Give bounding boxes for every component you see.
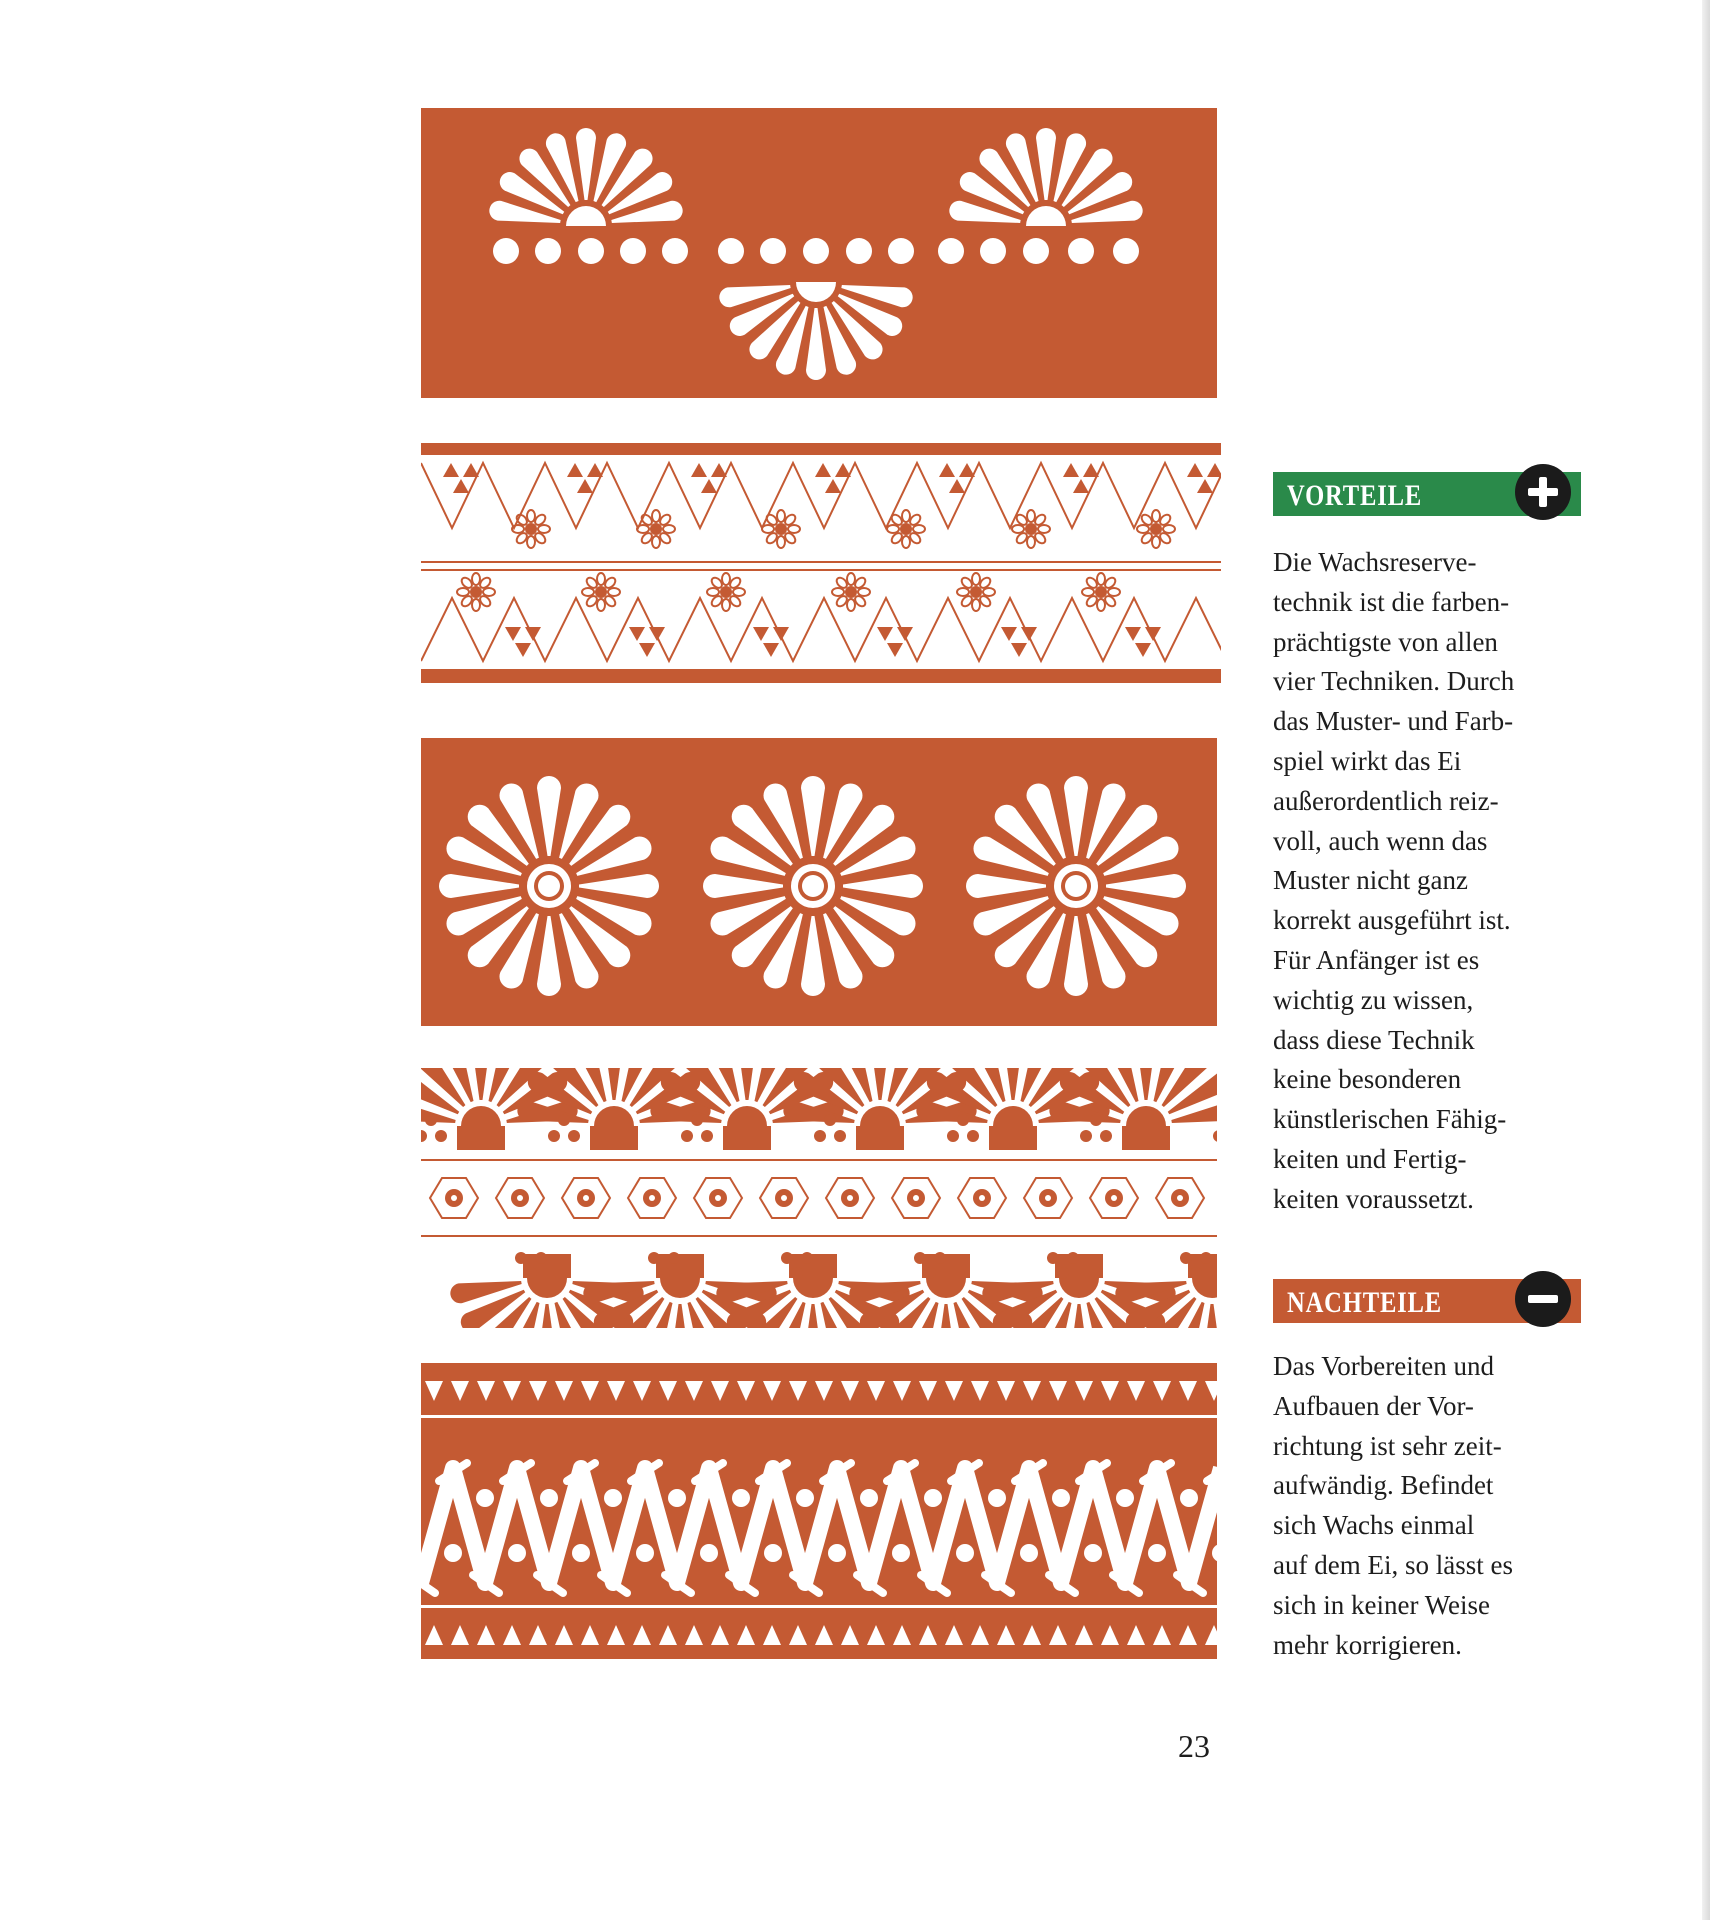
advantages-header — [1273, 472, 1581, 516]
text-line: Muster nicht ganz — [1273, 865, 1468, 896]
text-line: Das Vorbereiten und — [1273, 1351, 1494, 1381]
disadvantages-header — [1273, 1279, 1581, 1323]
text-line: mehr korrigieren. — [1273, 1629, 1462, 1660]
disadvantages-title: NACHTEILE — [1287, 1286, 1443, 1319]
text-line: Die Wachsreserve- — [1273, 547, 1477, 577]
zigzag-flower-pattern-icon — [421, 443, 1221, 683]
text-line: keine besonderen — [1273, 1064, 1462, 1095]
text-line: das Muster- und Farb- — [1273, 706, 1514, 737]
minus-circle-icon — [1515, 1271, 1571, 1327]
text-line: sich Wachs einmal — [1273, 1510, 1475, 1541]
text-line: auf dem Ei, so lässt es — [1273, 1549, 1513, 1580]
text-line: außerordentlich reiz- — [1273, 785, 1499, 816]
advantages-title: VORTEILE — [1287, 479, 1423, 512]
fan-hexagon-pattern-icon — [421, 1068, 1217, 1328]
daisy-pattern-icon — [439, 776, 1186, 996]
text-line: voll, auch wenn das — [1273, 825, 1488, 856]
text-line: richtung ist sehr zeit- — [1273, 1430, 1502, 1461]
fan-and-dots-band — [421, 108, 1217, 398]
text-line: wichtig zu wissen, — [1273, 984, 1474, 1015]
fan-hexagon-band — [421, 1068, 1217, 1328]
text-line: keiten und Fertig- — [1273, 1143, 1467, 1174]
text-line: keiten voraussetzt. — [1273, 1183, 1474, 1214]
plus-circle-icon — [1515, 464, 1571, 520]
text-line: korrekt ausgeführt ist. — [1273, 905, 1511, 936]
advantages-text — [1273, 543, 1588, 1220]
triangle-flower-band — [421, 443, 1221, 683]
text-line: technik ist die farben- — [1273, 586, 1510, 617]
page-edge-shadow — [1702, 0, 1710, 1920]
text-line: dass diese Technik — [1273, 1024, 1475, 1055]
text-line: künstlerischen Fähig- — [1273, 1104, 1507, 1135]
zigzag-dots-band — [421, 1363, 1217, 1659]
disadvantages-text — [1273, 1347, 1588, 1665]
text-line: aufwändig. Befindet — [1273, 1470, 1494, 1501]
text-line: Aufbauen der Vor- — [1273, 1390, 1474, 1421]
text-line: Für Anfänger ist es — [1273, 944, 1480, 975]
text-line: vier Techniken. Durch — [1273, 666, 1515, 697]
text-line: spiel wirkt das Ei — [1273, 745, 1462, 776]
text-line: sich in keiner Weise — [1273, 1589, 1491, 1620]
page-number: 23 — [1178, 1728, 1210, 1764]
daisy-band — [421, 738, 1217, 1026]
text-line: prächtigste von allen — [1273, 626, 1498, 657]
